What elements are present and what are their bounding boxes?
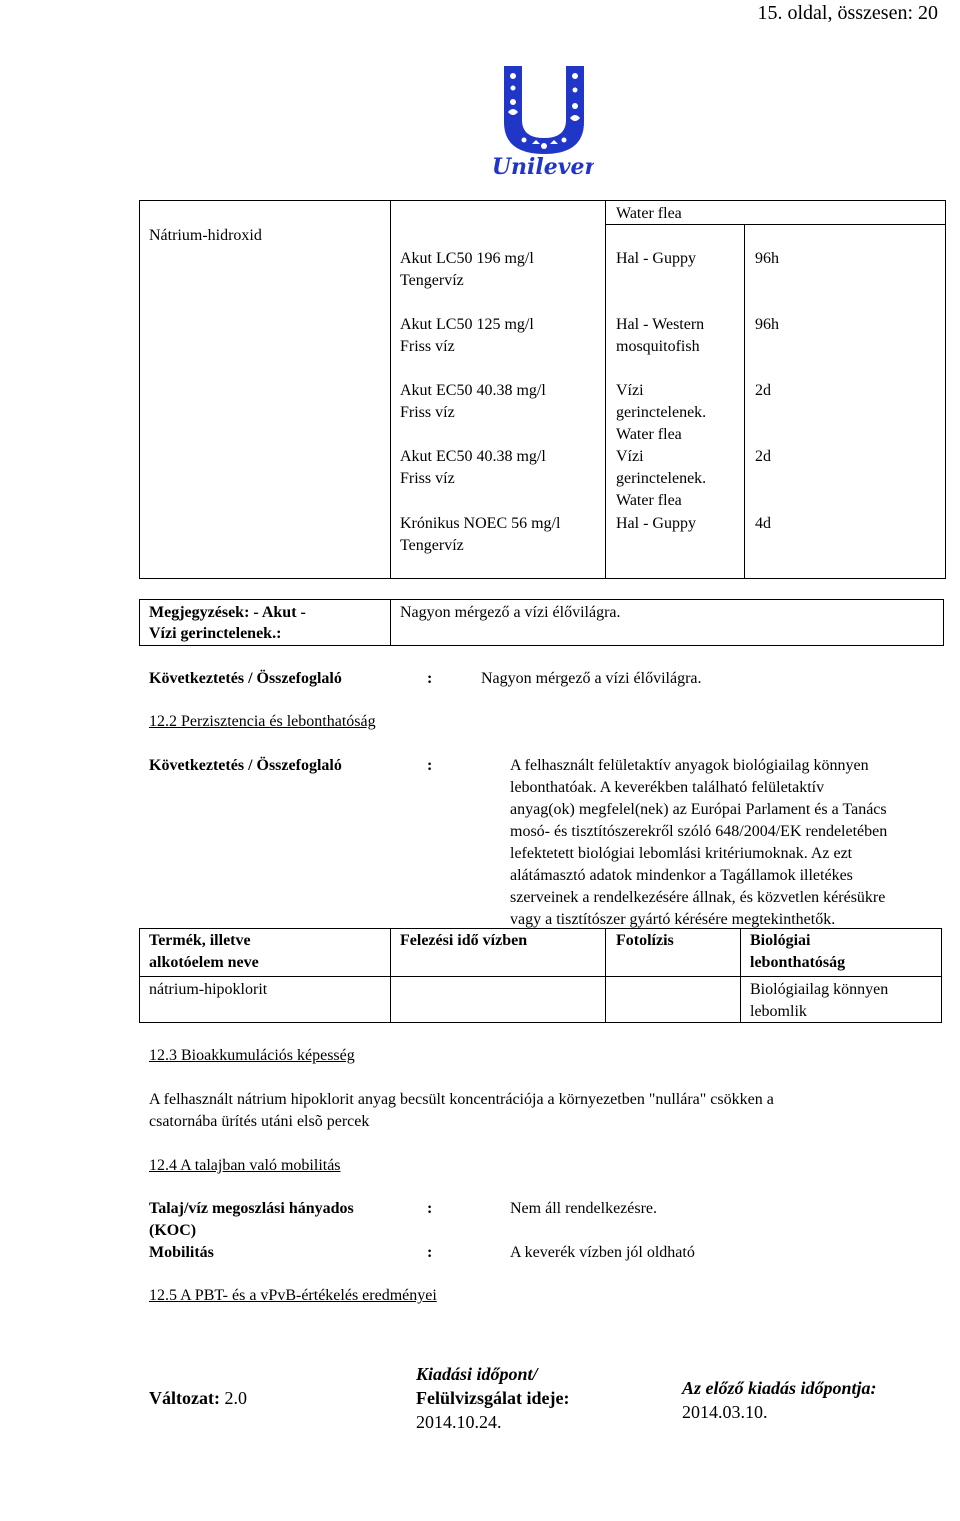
row-biodegradability: Biológiailag könnyen <box>750 981 889 998</box>
tox-duration: 4d <box>755 515 771 532</box>
koc-value: Nem áll rendelkezésre. <box>510 1200 658 1217</box>
section-heading: 12.3 Bioakkumulációs képesség <box>149 1047 355 1064</box>
prev-label: Az előző kiadás időpontja: <box>682 1378 877 1398</box>
tox-value: Krónikus NOEC 56 mg/l <box>400 515 561 532</box>
tox-species-cont: mosquitofish <box>616 338 700 355</box>
issue-date: 2014.10.24. <box>416 1412 502 1432</box>
version <box>149 1386 247 1410</box>
unilever-logo <box>494 62 594 180</box>
tox-medium: Tengervíz <box>400 537 464 554</box>
conclusion-colon: : <box>427 670 433 687</box>
logo-wordmark: Unilever <box>494 154 594 180</box>
issue-label-cont: Felülvizsgálat ideje: <box>416 1388 570 1408</box>
page-indicator: 15. oldal, összesen: 20 <box>757 2 938 24</box>
row-product-name: nátrium-hipoklorit <box>149 981 268 998</box>
koc-label-cont: (KOC) <box>149 1222 197 1239</box>
tox-medium: Friss víz <box>400 470 455 487</box>
tox-medium: Tengervíz <box>400 272 464 289</box>
section-heading: 12.2 Perzisztencia és lebonthatóság <box>149 713 376 730</box>
issue-date-block <box>416 1362 569 1434</box>
koc-label: Talaj/víz megoszlási hányados <box>149 1200 354 1217</box>
tox-species-cont: gerinctelenek. <box>616 404 707 421</box>
section-heading: 12.4 A talajban való mobilitás <box>149 1157 341 1174</box>
conclusion-value: Nagyon mérgező a vízi élővilágra. <box>481 670 702 687</box>
row-biodegradability-cont: lebomlik <box>750 1003 807 1020</box>
section-heading: 12.5 A PBT- és a vPvB-értékelés eredményei <box>149 1287 437 1304</box>
tox-value: Akut EC50 40.38 mg/l <box>400 448 546 465</box>
col-header-biodegradability-cont: lebonthatóság <box>750 954 846 971</box>
prev-date-block <box>682 1376 877 1424</box>
notes-value: Nagyon mérgező a vízi élővilágra. <box>400 604 621 621</box>
species-top: Water flea <box>616 205 682 222</box>
notes-label: Megjegyzések: - Akut - <box>149 604 306 621</box>
tox-species: Hal - Western <box>616 316 705 333</box>
persistence-colon: : <box>427 757 433 774</box>
col-header-photolysis: Fotolízis <box>616 932 674 949</box>
mobility-value: A keverék vízben jól oldható <box>510 1244 695 1261</box>
tox-duration: 96h <box>755 250 779 267</box>
substance-name: Nátrium-hidroxid <box>149 227 262 244</box>
tox-species: Hal - Guppy <box>616 250 696 267</box>
persistence-text: A felhasznált felületaktív anyagok biológiailag könnyen lebonthatóak. A keverékben található felületaktív anyag(ok) megfelel(nek) az Európai Parlament és a Tanács mosó- és tisztítószerekről szóló 648/2004/EK rendeletében lefektetett biológiai lebomlási kritériumoknak. Az ezt alátámasztó adatok mindenkor a Tagállamok illetékes szerveinek a rendelkezésére állnak, és közvetlen kérésükre vagy a tisztítószer gyártó kérésére megtekinthetők. <box>510 757 888 928</box>
bioaccumulation-text: A felhasznált nátrium hipoklorit anyag becsült koncentrációja a környezetben "nullára" csökken a <box>149 1091 774 1108</box>
col-header-product-cont: alkotóelem neve <box>149 954 259 971</box>
tox-species: Vízi <box>616 448 644 465</box>
tox-duration: 96h <box>755 316 779 333</box>
tox-species-cont: Water flea <box>616 492 682 509</box>
persistence-label: Következtetés / Összefoglaló <box>149 757 342 774</box>
version-label: Változat: <box>149 1388 220 1408</box>
tox-species: Vízi <box>616 382 644 399</box>
tox-value: Akut LC50 196 mg/l <box>400 250 534 267</box>
tox-value: Akut EC50 40.38 mg/l <box>400 382 546 399</box>
notes-label-cont: Vízi gerinctelenek.: <box>149 625 282 642</box>
col-header-halflife: Felezési idő vízben <box>400 932 528 949</box>
tox-species-cont: Water flea <box>616 426 682 443</box>
conclusion-label: Következtetés / Összefoglaló <box>149 670 342 687</box>
tox-medium: Friss víz <box>400 404 455 421</box>
issue-label: Kiadási időpont/ <box>416 1364 538 1384</box>
tox-medium: Friss víz <box>400 338 455 355</box>
tox-duration: 2d <box>755 382 771 399</box>
tox-value: Akut LC50 125 mg/l <box>400 316 534 333</box>
tox-species-cont: gerinctelenek. <box>616 470 707 487</box>
version-value: 2.0 <box>224 1388 247 1408</box>
bioaccumulation-text-cont: csatornába ürítés utáni elsõ percek <box>149 1113 370 1130</box>
tox-duration: 2d <box>755 448 771 465</box>
mobility-colon: : <box>427 1244 433 1261</box>
tox-species: Hal - Guppy <box>616 515 696 532</box>
koc-colon: : <box>427 1200 433 1217</box>
prev-date: 2014.03.10. <box>682 1402 768 1422</box>
mobility-label: Mobilitás <box>149 1244 214 1261</box>
col-header-product: Termék, illetve <box>149 932 251 949</box>
col-header-biodegradability: Biológiai <box>750 932 811 949</box>
